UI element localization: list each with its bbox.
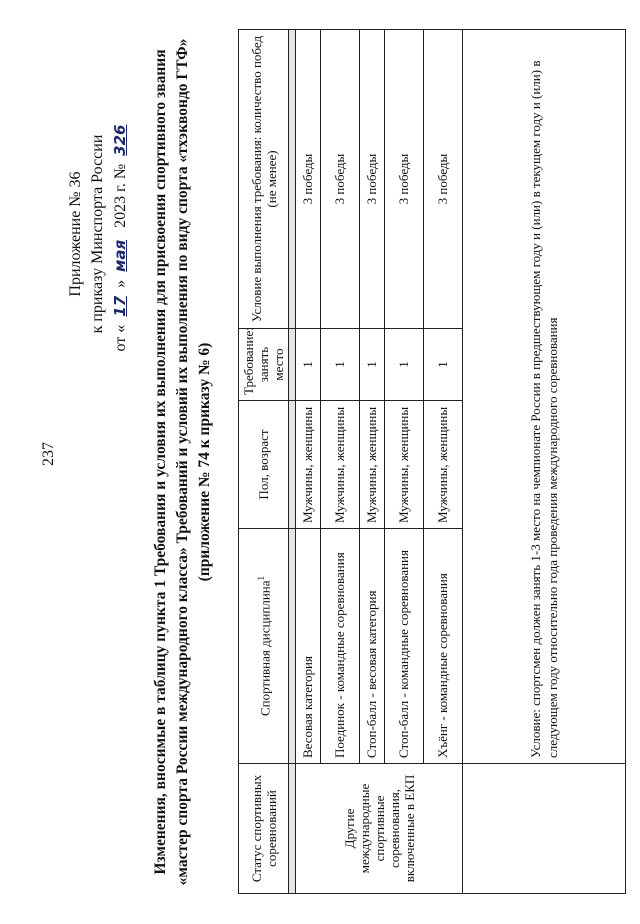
sex-age-cell: Мужчины, женщины xyxy=(296,401,321,529)
header-discipline-label: Спортивная дисциплина xyxy=(257,580,273,717)
sex-age-cell: Мужчины, женщины xyxy=(424,401,463,529)
header-wins: Условие выполнения требования: количество побед (не менее) xyxy=(239,30,289,329)
date-number: 326 xyxy=(111,124,129,156)
wins-cell: 3 победы xyxy=(296,30,321,329)
document-heading: Изменения, вносимые в таблицу пункта 1 Требования и условия их выполнения для присвоения спортивного звания «мастер спорта России международного класса» Требований и условий их выполнения по виду спорта «тхэквондо ГТФ» (приложение № 74 к приказу № 6) xyxy=(152,38,213,886)
header-discipline xyxy=(239,529,289,764)
annex-title: Приложение № 36 xyxy=(67,171,84,297)
status-cell: Другие международные спортивные соревнования, включенные в ЕКП xyxy=(296,764,463,894)
sex-age-cell: Мужчины, женщины xyxy=(385,401,424,529)
sex-age-cell: Мужчины, женщины xyxy=(360,401,385,529)
date-year: 2023 г. № xyxy=(112,163,129,228)
table-note-row xyxy=(463,30,626,894)
wins-cell: 3 победы xyxy=(360,30,385,329)
discipline-cell: Стоп-балл - весовая категория xyxy=(360,529,385,764)
place-cell: 1 xyxy=(385,329,424,401)
place-cell: 1 xyxy=(321,329,360,401)
sex-age-cell: Мужчины, женщины xyxy=(321,401,360,529)
header-place: Требование: занять место xyxy=(239,329,289,401)
discipline-cell: Поединок - командные соревнования xyxy=(321,529,360,764)
place-cell: 1 xyxy=(296,329,321,401)
page-number: 237 xyxy=(40,442,57,466)
shaded-cell xyxy=(289,401,296,529)
shaded-cell xyxy=(289,30,296,329)
annex-order: к приказу Минспорта России xyxy=(89,134,106,334)
header-discipline-footnote: 1 xyxy=(256,575,267,581)
shaded-cell xyxy=(289,764,296,894)
date-day: 17 xyxy=(111,295,129,317)
shaded-cell xyxy=(289,529,296,764)
wins-cell: 3 победы xyxy=(424,30,463,329)
header-status: Статус спортивных соревнований xyxy=(239,764,289,894)
annex-block xyxy=(65,84,132,384)
date-prefix: от « xyxy=(112,324,129,352)
discipline-cell: Хъёнг - командные соревнования xyxy=(424,529,463,764)
wins-cell: 3 победы xyxy=(321,30,360,329)
annex-date xyxy=(109,84,132,384)
place-cell: 1 xyxy=(360,329,385,401)
date-month: мая xyxy=(111,239,129,272)
table-header-row xyxy=(239,30,289,894)
discipline-cell: Весовая категория xyxy=(296,529,321,764)
place-cell: 1 xyxy=(424,329,463,401)
discipline-cell: Стоп-балл - командные соревнования xyxy=(385,529,424,764)
shaded-cell xyxy=(289,329,296,401)
requirements-table xyxy=(238,29,626,894)
table-row xyxy=(296,30,321,894)
wins-cell: 3 победы xyxy=(385,30,424,329)
note-cell: Условие: спортсмен должен занять 1-3 место на чемпионате России в предшествующем году и (или) в текущем году и (или) в следующем году относительно года проведения международного соревнования xyxy=(463,30,626,764)
table-shaded-row xyxy=(289,30,296,894)
header-sex-age: Пол, возраст xyxy=(239,401,289,529)
note-spacer-cell xyxy=(463,764,626,894)
date-mid: » xyxy=(112,279,129,288)
